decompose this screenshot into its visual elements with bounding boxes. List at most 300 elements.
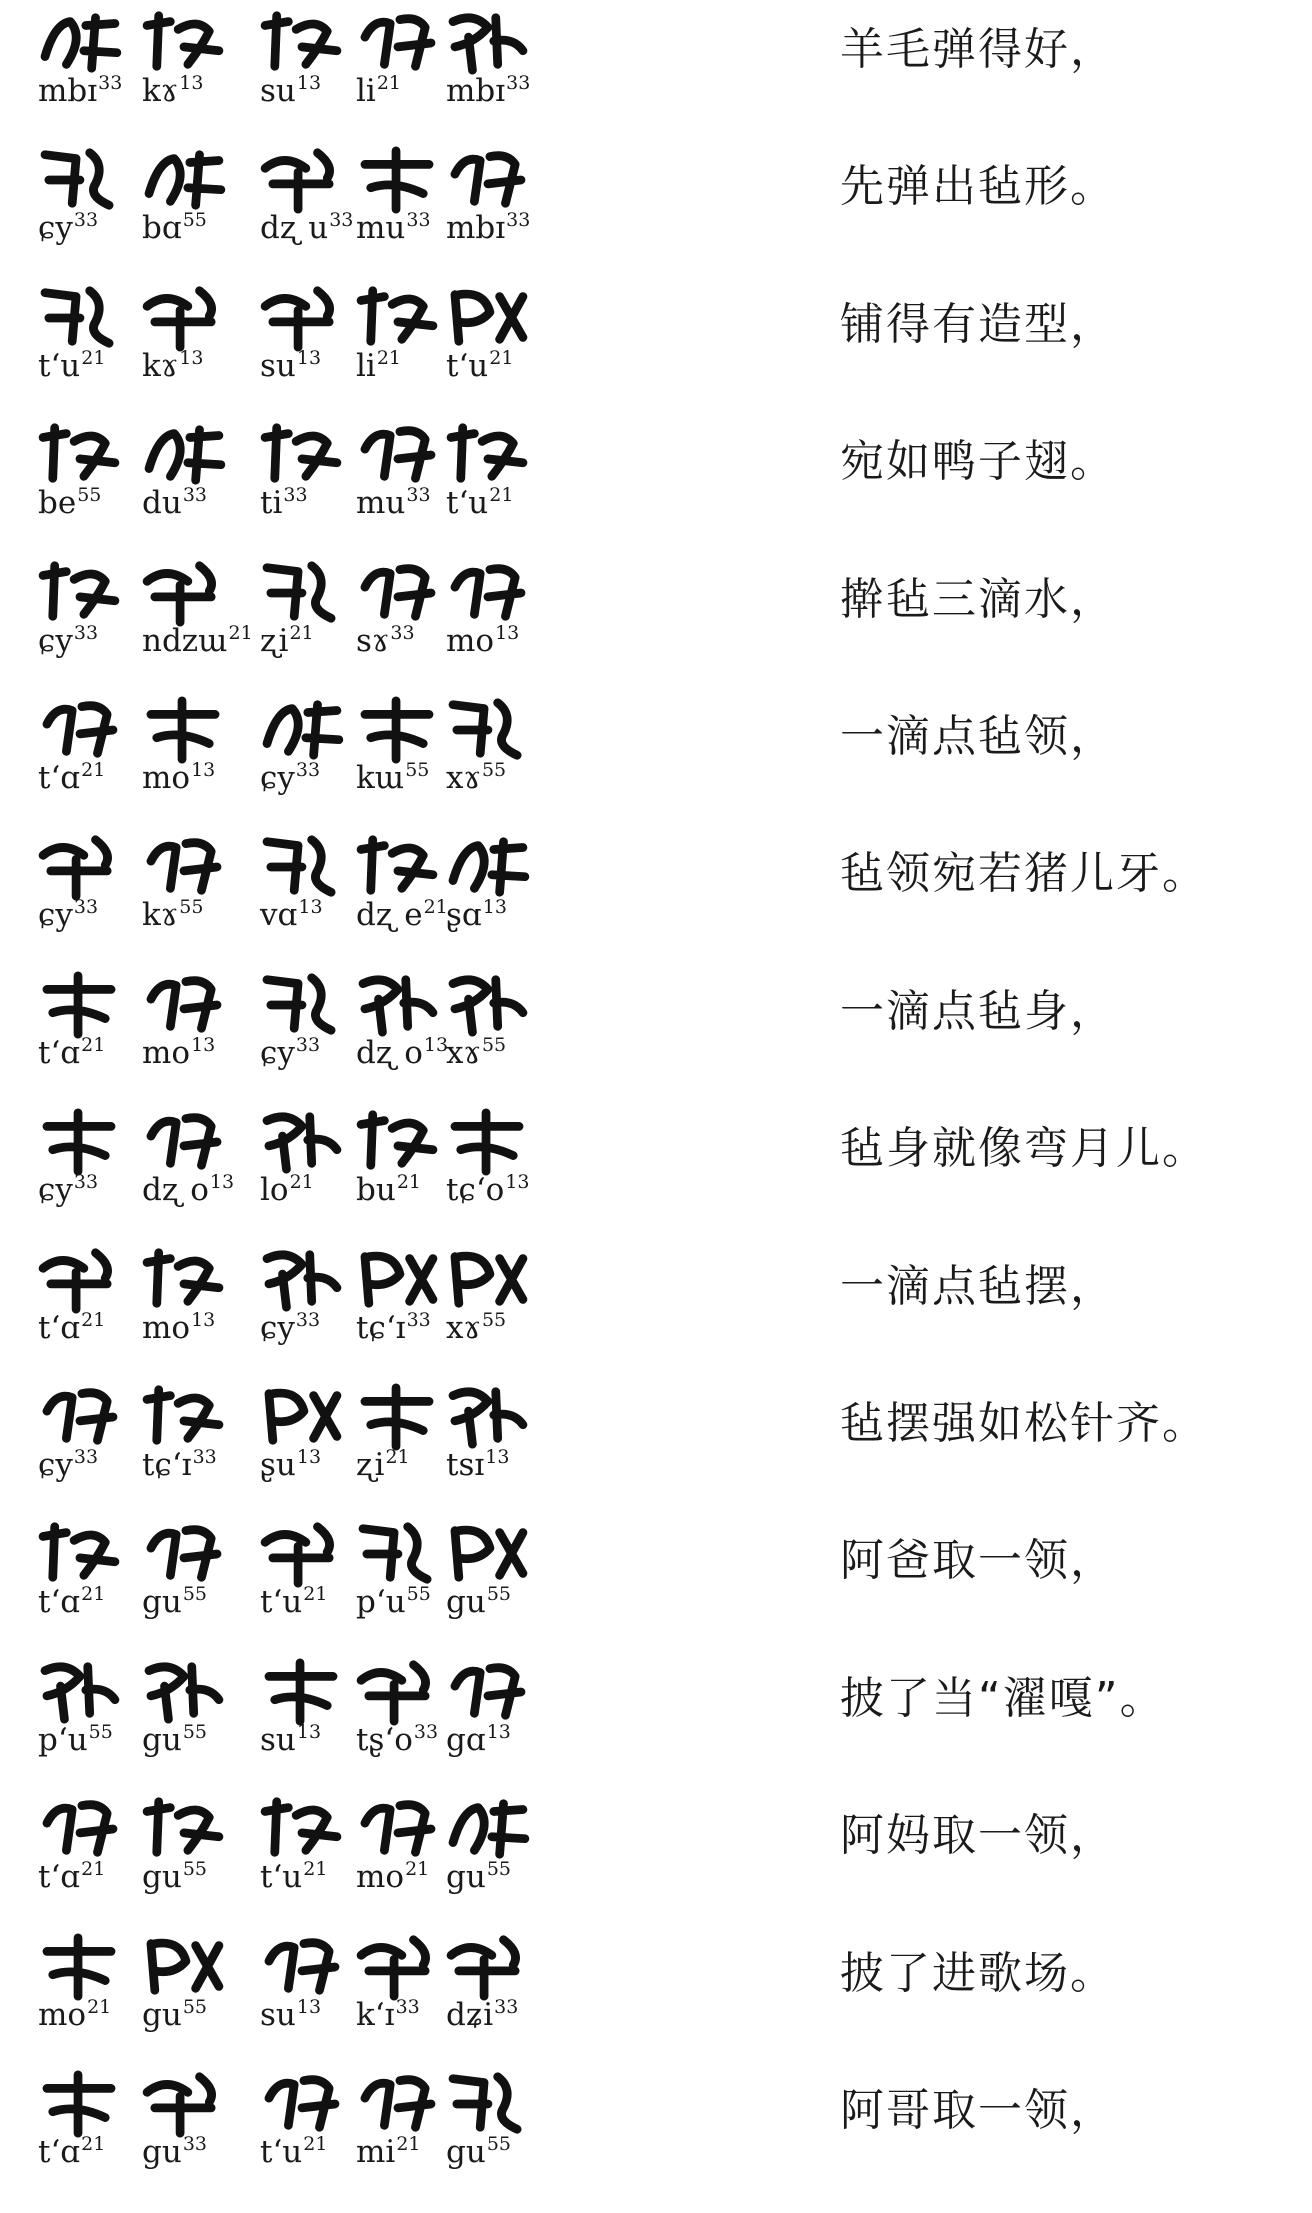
syllable-text: kɤ xyxy=(142,897,179,934)
syllable-text: xɤ xyxy=(446,760,481,796)
syllable-cell xyxy=(258,1374,368,1511)
romanization xyxy=(260,209,354,247)
dongba-glyph-line xyxy=(36,2061,536,2198)
syllable-text: t‘ɑ xyxy=(38,760,81,796)
tone-mark: 55 xyxy=(77,484,102,507)
dongba-glyph xyxy=(354,695,440,763)
syllable-text: t‘u xyxy=(446,485,489,522)
tone-mark: 13 xyxy=(505,1171,530,1194)
romanization xyxy=(142,484,207,522)
tone-mark: 13 xyxy=(486,1720,511,1743)
dongba-glyph xyxy=(36,970,122,1038)
romanization xyxy=(356,1033,449,1071)
dongba-glyph xyxy=(140,8,226,76)
romanization xyxy=(260,346,322,384)
tone-mark: 33 xyxy=(406,484,431,507)
syllable-text: mbɪ xyxy=(446,73,506,109)
syllable-text: gu xyxy=(446,2134,486,2170)
dongba-glyph xyxy=(354,832,440,900)
syllable-text: p‘u xyxy=(38,1721,88,1758)
dongba-glyph-line xyxy=(36,412,536,549)
verse-row xyxy=(0,1374,1312,1511)
syllable-text: t‘ɑ xyxy=(38,1584,81,1621)
romanization xyxy=(142,346,204,384)
dongba-glyph xyxy=(258,695,344,763)
syllable-cell xyxy=(140,550,253,687)
dongba-glyph xyxy=(140,145,226,213)
tone-mark: 33 xyxy=(413,1720,439,1743)
syllable-text: su xyxy=(260,347,296,384)
dongba-glyph xyxy=(140,832,226,900)
dongba-glyph-line xyxy=(36,1649,536,1786)
tone-mark: 33 xyxy=(182,2133,207,2155)
romanization xyxy=(446,761,506,794)
syllable-cell xyxy=(444,1924,554,2061)
tone-mark: 33 xyxy=(73,1171,99,1194)
chinese-translation: 羊毛弹得好， xyxy=(840,24,1116,75)
romanization xyxy=(446,1995,519,2033)
syllable-cell xyxy=(140,1924,250,2061)
romanization xyxy=(356,1448,410,1481)
tone-mark: 33 xyxy=(395,1995,420,2018)
romanization xyxy=(142,1308,216,1346)
syllable-text: mu xyxy=(356,210,406,247)
verse-row xyxy=(0,962,1312,1099)
syllable-text: tsɪ xyxy=(446,1447,485,1483)
romanization xyxy=(446,74,530,107)
dongba-glyph-line xyxy=(36,1237,536,1374)
romanization xyxy=(260,2135,327,2168)
dongba-glyph xyxy=(140,558,226,626)
dongba-glyph xyxy=(36,695,122,763)
dongba-glyph xyxy=(36,1932,122,2000)
romanization xyxy=(446,1033,507,1071)
syllable-cell xyxy=(444,137,554,274)
syllable-cell xyxy=(36,1237,146,1374)
syllable-cell xyxy=(36,275,146,412)
syllable-cell xyxy=(140,2061,250,2198)
tone-mark: 13 xyxy=(296,1995,322,2018)
verse-row xyxy=(0,824,1312,961)
tone-mark: 21 xyxy=(303,2133,328,2155)
syllable-text: gu xyxy=(446,1859,486,1896)
syllable-cell xyxy=(140,1099,250,1236)
syllable-text: li xyxy=(356,73,376,109)
syllable-cell xyxy=(444,962,554,1099)
dongba-glyph xyxy=(140,2069,226,2137)
romanization xyxy=(260,1448,321,1481)
dongba-glyph xyxy=(354,970,440,1038)
romanization xyxy=(260,896,323,934)
syllable-text: xɤ xyxy=(446,1309,481,1346)
tone-mark: 33 xyxy=(182,484,207,507)
tone-mark: 33 xyxy=(295,1033,321,1056)
tone-mark: 33 xyxy=(192,1446,217,1468)
syllable-cell xyxy=(444,2061,554,2198)
tone-mark: 13 xyxy=(482,896,507,919)
dongba-glyph xyxy=(444,8,530,76)
syllable-cell xyxy=(444,1374,554,1511)
dongba-glyph xyxy=(36,283,122,351)
tone-mark: 33 xyxy=(406,1308,431,1331)
dongba-glyph xyxy=(444,1657,530,1725)
syllable-text: mu xyxy=(356,485,406,522)
dongba-glyph xyxy=(140,695,226,763)
romanization xyxy=(356,621,415,659)
syllable-cell xyxy=(36,824,146,961)
dongba-glyph xyxy=(140,1657,226,1725)
syllable-text: gu xyxy=(142,2134,182,2170)
romanization xyxy=(142,1171,235,1209)
syllable-cell xyxy=(444,550,554,687)
dongba-glyph xyxy=(36,2069,122,2137)
romanization xyxy=(356,761,429,794)
syllable-cell xyxy=(444,275,554,412)
syllable-text: sɤ xyxy=(356,622,390,659)
romanization xyxy=(260,1720,322,1758)
dongba-glyph xyxy=(258,8,344,76)
syllable-cell xyxy=(258,1649,368,1786)
romanization xyxy=(38,1171,99,1209)
romanization xyxy=(38,1858,106,1896)
syllable-cell xyxy=(36,1649,146,1786)
dongba-glyph-line xyxy=(36,962,536,1099)
dongba-glyph xyxy=(444,832,530,900)
syllable-text: gu xyxy=(142,1721,182,1758)
syllable-cell xyxy=(444,412,554,549)
dongba-glyph xyxy=(258,1794,344,1862)
syllable-text: p‘u xyxy=(356,1584,406,1621)
syllable-text: t‘ɑ xyxy=(38,1034,81,1071)
dongba-glyph xyxy=(354,145,440,213)
syllable-cell xyxy=(258,1924,368,2061)
romanization xyxy=(260,761,320,794)
dongba-glyph xyxy=(258,1107,344,1175)
tone-mark: 21 xyxy=(376,72,402,94)
syllable-cell xyxy=(444,1099,554,1236)
syllable-cell xyxy=(36,137,146,274)
romanization xyxy=(142,1448,217,1481)
dongba-glyph-line xyxy=(36,687,536,824)
romanization xyxy=(446,1308,507,1346)
tone-mark: 21 xyxy=(289,621,314,644)
tone-mark: 13 xyxy=(485,1446,510,1468)
dongba-glyph xyxy=(258,1382,344,1450)
syllable-text: gu xyxy=(142,1859,182,1896)
syllable-text: su xyxy=(260,1996,296,2033)
romanization xyxy=(142,761,215,794)
syllable-text: kɤ xyxy=(142,347,179,384)
tone-mark: 13 xyxy=(209,1171,235,1194)
romanization xyxy=(260,1033,321,1071)
dongba-glyph-line xyxy=(36,1374,536,1511)
dongba-glyph xyxy=(354,1657,440,1725)
syllable-text: tɕ‘o xyxy=(446,1172,505,1209)
chinese-translation: 宛如鸭子翅。 xyxy=(840,436,1116,488)
syllable-text: mo xyxy=(38,1996,87,2033)
romanization xyxy=(356,1858,430,1896)
dongba-glyph xyxy=(444,283,530,351)
dongba-glyph xyxy=(36,145,122,213)
syllable-text: ɕy xyxy=(260,1034,295,1071)
syllable-cell xyxy=(258,962,368,1099)
dongba-glyph xyxy=(36,1794,122,1862)
tone-mark: 55 xyxy=(486,1583,511,1606)
syllable-cell xyxy=(140,687,250,824)
syllable-text: mo xyxy=(446,622,495,659)
syllable-cell xyxy=(258,1786,368,1923)
syllable-cell xyxy=(258,824,368,961)
dongba-glyph-line xyxy=(36,0,536,137)
tone-mark: 13 xyxy=(298,896,323,919)
syllable-cell xyxy=(444,687,554,824)
syllable-text: ɕy xyxy=(38,1447,73,1483)
tone-mark: 55 xyxy=(486,1858,511,1881)
syllable-text: dʑi xyxy=(446,1996,494,2033)
tone-mark: 21 xyxy=(81,759,106,781)
syllable-cell xyxy=(36,0,146,137)
dongba-glyph xyxy=(140,1932,226,2000)
romanization xyxy=(446,1448,509,1481)
verse-row xyxy=(0,1511,1312,1648)
dongba-glyph xyxy=(444,420,530,488)
syllable-text: t‘ɑ xyxy=(38,1859,81,1896)
tone-mark: 33 xyxy=(295,759,321,781)
romanization xyxy=(38,484,102,522)
syllable-text: tɕ‘ɪ xyxy=(356,1309,406,1346)
syllable-text: mo xyxy=(356,1859,405,1896)
dongba-glyph xyxy=(140,1107,226,1175)
tone-mark: 55 xyxy=(406,1583,431,1606)
dongba-glyph xyxy=(444,1107,530,1175)
romanization xyxy=(38,346,106,384)
tone-mark: 55 xyxy=(481,1308,507,1331)
syllable-text: ʐi xyxy=(356,1447,385,1483)
romanization xyxy=(38,1583,106,1621)
tone-mark: 33 xyxy=(406,209,431,232)
syllable-cell xyxy=(444,824,554,961)
tone-mark: 21 xyxy=(489,484,514,507)
chinese-translation: 擀毡三滴水， xyxy=(840,573,1116,625)
syllable-cell xyxy=(444,1649,554,1786)
syllable-text: tɕ‘ɪ xyxy=(142,1447,192,1483)
dongba-glyph xyxy=(354,283,440,351)
syllable-cell xyxy=(140,0,250,137)
dongba-glyph xyxy=(36,1519,122,1587)
tone-mark: 33 xyxy=(329,209,354,232)
romanization xyxy=(38,1448,98,1481)
romanization xyxy=(38,761,105,794)
dongba-glyph xyxy=(258,2069,344,2137)
verse-row xyxy=(0,1237,1312,1374)
dongba-glyph xyxy=(36,558,122,626)
dongba-glyph xyxy=(140,1382,226,1450)
chinese-translation: 阿爸取一领， xyxy=(840,1535,1116,1587)
dongba-glyph xyxy=(258,1519,344,1587)
romanization xyxy=(446,1583,511,1621)
syllable-text: ɕy xyxy=(260,1309,295,1346)
syllable-cell xyxy=(140,1649,250,1786)
syllable-text: be xyxy=(38,485,77,522)
dongba-glyph xyxy=(444,1519,530,1587)
syllable-text: mo xyxy=(142,1034,191,1071)
tone-mark: 21 xyxy=(81,1858,106,1881)
syllable-cell xyxy=(36,687,146,824)
syllable-text: xɤ xyxy=(446,1034,481,1071)
romanization xyxy=(142,1033,216,1071)
romanization xyxy=(356,209,431,247)
dongba-glyph xyxy=(444,2069,530,2137)
tone-mark: 33 xyxy=(73,896,99,919)
dongba-glyph xyxy=(258,1932,344,2000)
chinese-translation: 先弹出毡形。 xyxy=(840,161,1116,213)
chinese-translation: 一滴点毡身， xyxy=(840,985,1116,1037)
verse-row xyxy=(0,275,1312,412)
syllable-cell xyxy=(36,1924,146,2061)
tone-mark: 13 xyxy=(495,621,520,644)
dongba-glyph xyxy=(36,8,122,76)
romanization xyxy=(38,1033,106,1071)
romanization xyxy=(260,1995,322,2033)
chinese-translation: 阿妈取一领， xyxy=(840,1810,1116,1862)
dongba-glyph xyxy=(140,1794,226,1862)
tone-mark: 13 xyxy=(179,72,204,94)
verse-row xyxy=(0,1786,1312,1923)
romanization xyxy=(446,1858,511,1896)
tone-mark: 55 xyxy=(405,759,430,781)
syllable-cell xyxy=(258,275,368,412)
syllable-text: gɑ xyxy=(446,1721,486,1758)
chinese-translation: 一滴点毡摆， xyxy=(840,1260,1116,1312)
syllable-text: gu xyxy=(142,1584,182,1621)
syllable-cell xyxy=(258,687,368,824)
tone-mark: 21 xyxy=(423,896,448,919)
romanization xyxy=(38,74,122,107)
verse-row xyxy=(0,412,1312,549)
syllable-cell xyxy=(140,824,250,961)
dongba-glyph xyxy=(354,420,440,488)
dongba-glyph xyxy=(258,420,344,488)
tone-mark: 55 xyxy=(182,1995,207,2018)
syllable-text: tʂ‘o xyxy=(356,1721,413,1758)
dongba-glyph xyxy=(354,1932,440,2000)
dongba-glyph xyxy=(36,1107,122,1175)
chinese-translation: 一滴点毡领， xyxy=(840,711,1116,762)
romanization xyxy=(446,209,531,247)
tone-mark: 55 xyxy=(182,1858,207,1881)
romanization xyxy=(446,621,520,659)
romanization xyxy=(356,1720,439,1758)
syllable-text: su xyxy=(260,73,296,109)
tone-mark: 13 xyxy=(296,346,322,369)
dongba-glyph-line xyxy=(36,1511,536,1648)
syllable-cell xyxy=(36,962,146,1099)
syllable-text: gu xyxy=(142,1996,182,2033)
dongba-glyph xyxy=(258,832,344,900)
syllable-text: ɕy xyxy=(38,210,73,247)
syllable-cell xyxy=(140,412,250,549)
dongba-glyph xyxy=(258,1657,344,1725)
dongba-glyph xyxy=(354,1107,440,1175)
tone-mark: 21 xyxy=(303,1858,328,1881)
romanization xyxy=(38,209,99,247)
romanization xyxy=(38,621,99,659)
syllable-text: gu xyxy=(446,1584,486,1621)
dongba-glyph xyxy=(36,1245,122,1313)
chinese-translation: 铺得有造型， xyxy=(840,298,1116,350)
syllable-cell xyxy=(140,1511,250,1648)
tone-mark: 55 xyxy=(486,2133,511,2155)
tone-mark: 21 xyxy=(81,1308,106,1331)
syllable-cell xyxy=(444,1786,554,1923)
verse-row xyxy=(0,1099,1312,1236)
syllable-text: ɕy xyxy=(38,1172,73,1209)
syllable-text: ʂu xyxy=(260,1447,296,1483)
tone-mark: 21 xyxy=(489,346,514,369)
tone-mark: 13 xyxy=(191,1308,216,1331)
verse-row xyxy=(0,1649,1312,1786)
syllable-text: mbɪ xyxy=(446,210,506,247)
syllable-text: ʐi xyxy=(260,622,289,659)
tone-mark: 21 xyxy=(228,621,253,644)
tone-mark: 33 xyxy=(494,1995,519,2018)
syllable-cell xyxy=(36,1099,146,1236)
verse-row xyxy=(0,1924,1312,2061)
syllable-cell xyxy=(140,275,250,412)
tone-mark: 55 xyxy=(182,1720,207,1743)
romanization xyxy=(260,1308,321,1346)
romanization xyxy=(142,896,204,934)
syllable-cell xyxy=(36,1786,146,1923)
dongba-glyph xyxy=(444,1794,530,1862)
syllable-text: ɕy xyxy=(38,897,73,934)
dongba-glyph xyxy=(444,145,530,213)
tone-mark: 21 xyxy=(396,1171,421,1194)
syllable-cell xyxy=(258,1237,368,1374)
syllable-cell xyxy=(258,0,368,137)
dongba-glyph-line xyxy=(36,1099,536,1236)
tone-mark: 21 xyxy=(81,1033,106,1056)
dongba-glyph xyxy=(444,1932,530,2000)
tone-mark: 33 xyxy=(73,621,99,644)
romanization xyxy=(356,896,448,934)
tone-mark: 21 xyxy=(385,1446,410,1468)
tone-mark: 21 xyxy=(87,1995,112,2018)
dongba-glyph xyxy=(258,558,344,626)
dongba-glyph xyxy=(258,970,344,1038)
dongba-glyph xyxy=(140,283,226,351)
verse-row xyxy=(0,687,1312,824)
tone-mark: 21 xyxy=(303,1583,328,1606)
tone-mark: 33 xyxy=(73,1446,99,1468)
syllable-cell xyxy=(140,137,250,274)
dongba-glyph xyxy=(354,558,440,626)
romanization xyxy=(260,74,321,107)
syllable-cell xyxy=(444,1511,554,1648)
chinese-translation: 毡摆强如松针齐。 xyxy=(840,1398,1208,1449)
tone-mark: 13 xyxy=(191,1033,216,1056)
tone-mark: 21 xyxy=(289,1171,314,1194)
syllable-text: mi xyxy=(356,2134,396,2170)
dongba-glyph xyxy=(444,695,530,763)
romanization xyxy=(142,1720,207,1758)
syllable-text: ɕy xyxy=(260,760,295,796)
syllable-text: mo xyxy=(142,760,191,796)
romanization xyxy=(142,1583,207,1621)
romanization xyxy=(260,1858,328,1896)
dongba-glyph xyxy=(140,1245,226,1313)
verse-row xyxy=(0,137,1312,274)
